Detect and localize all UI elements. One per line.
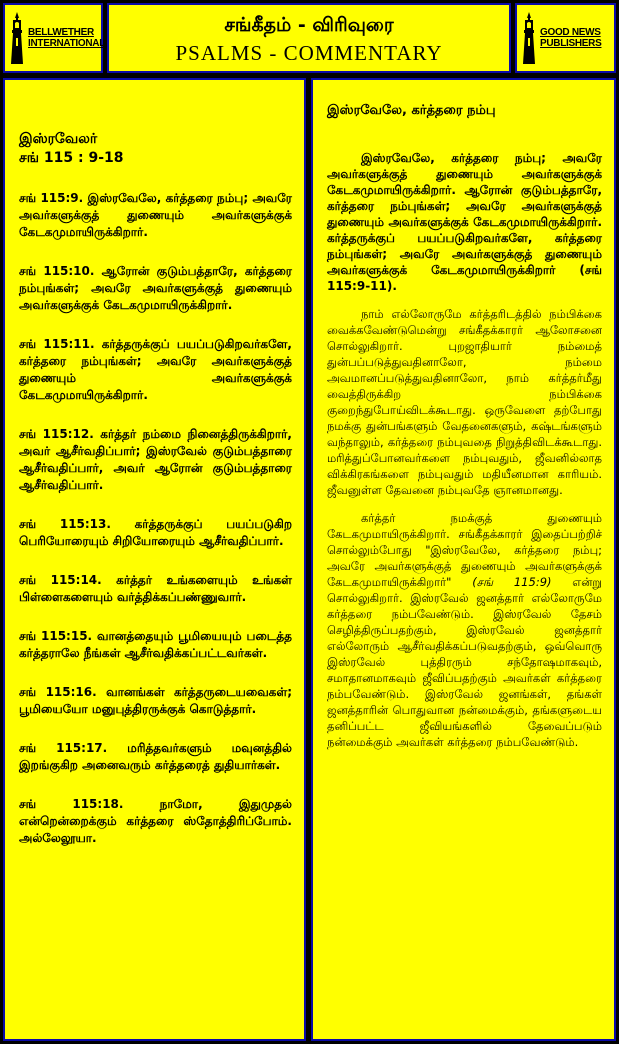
- commentary-paragraph-2: [327, 510, 602, 750]
- verse-paragraph: சங் 115:18. நாமோ, இதுமுதல் என்றென்றைக்கும் கர்த்தரை ஸ்தோத்திரிப்போம். அல்லேலூயா.: [19, 797, 292, 845]
- verse-paragraph: சங் 115:13. கர்த்தருக்குப் பயப்படுகிற பெரியோரையும் சிறியோரையும் ஆசீர்வதிப்பார்.: [19, 517, 292, 548]
- commentary-intro: இஸ்ரவேலே, கர்த்தரை நம்பு; அவரே அவர்களுக்குத் துணையும் அவர்களுக்குக் கேடகமுமாயிருக்கிறார். ஆரோன் குடும்பத்தாரே, கர்த்தரை நம்புங்கள்; அவரே அவர்களுக்குத் துணையும் அவர்களுக்குக் கேடகமுமாயிருக்கிறார். கர்த்தருக்குப் பயப்படுகிறவர்களே, கர்த்தரை நம்புங்கள்; அவரே அவர்களுக்குத் துணையும் அவர்களுக்குக் கேடகமுமாயிருக்கிறார் (சங் 115:9-11).: [327, 151, 602, 293]
- verse-paragraph: சங் 115:10. ஆரோன் குடும்பத்தாரே, கர்த்தரை நம்புங்கள்; அவரே அவர்களுக்குத் துணையும் அவர்களுக்குக் கேடகமுமாயிருக்கிறார்.: [19, 264, 292, 312]
- scripture-reference: (சங் 115:9): [472, 575, 552, 589]
- bell-tower-icon: [9, 12, 25, 64]
- verse-paragraph: சங் 115:16. வானங்கள் கர்த்தருடையவைகள்; பூமியையோ மனுபுத்திரருக்குக் கொடுத்தார்.: [19, 685, 292, 716]
- logo-left-line1: BELLWETHER: [28, 27, 94, 38]
- logo-bellwether: [3, 3, 106, 73]
- logo-right-line1: GOOD NEWS: [540, 27, 601, 38]
- header-title-tamil: சங்கீதம் - விரிவுரை: [224, 14, 394, 36]
- verses-column: [3, 78, 306, 1041]
- logo-left-line2: INTERNATIONAL: [28, 38, 106, 49]
- verse-paragraph: சங் 115:15. வானத்தையும் பூமியையும் படைத்த கர்த்தராலே நீங்கள் ஆசீர்வதிக்கப்பட்டவர்கள்.: [19, 629, 292, 660]
- verse-paragraph: சங் 115:17. மரித்தவர்களும் மவுனத்தில் இறங்குகிற அனைவரும் கர்த்தரைத் துதியார்கள்.: [19, 741, 292, 772]
- commentary-column: [311, 78, 616, 1041]
- commentary-text: என்று சொல்லுகிறார். இஸ்ரவேல் ஜனத்தார் எல்லோருமே கர்த்தரை நம்பவேண்டும். இஸ்ரவேல் தேசம் செழித்திருப்பதற்கும், இஸ்ரவேல் ஜனத்தார் எல்லோரும் ஆசீர்வதிக்கப்படுவதற்கும், ஒவ்வொரு இஸ்ரவேல் புத்திரரும் சந்தோஷமாகவும், சமாதானமாகவும் ஜீவிப்பதற்கும் அவர்கள் கர்த்தரை நம்பவேண்டும். இஸ்ரவேல் ஜனங்கள், தங்கள் ஜனத்தாரின் பொதுவான நன்மைக்கும், தங்களுடைய தனிப்பட்ட ஜீவியங்களில் தேவைப்படும் நன்மைக்கும் அவர்கள் கர்த்தரை நம்பவேண்டும்.: [327, 575, 602, 749]
- bell-tower-icon: [521, 12, 537, 64]
- commentary-paragraph-1: நாம் எல்லோருமே கர்த்தரிடத்தில் நம்பிக்கை வைக்கவேண்டுமென்று சங்கீதக்காரர் ஆலோசனை சொல்லுகிறார். புறஜாதியார் நம்மைத் துன்பப்படுத்துவதினாலோ, நம்மை அவமானப்படுத்துவதினாலோ, நாம் கர்த்தர்மீது வைத்திருக்கிற நம்பிக்கை குறைந்துபோய்விடக்கூடாது. ஒருவேளை தற்போது நமக்கு துன்பங்களும் வேதனைகளும், கஷ்டங்களும் வந்தாலும், கர்த்தரை நம்புவதை நிறுத்திவிடக்கூடாது. மரித்துப்போனவர்களை நம்புவதும், ஜீவனில்லாத விக்கிரகங்களை நம்புவதும் மதியீனமான காரியம். ஜீவனுள்ள தேவனை நம்புவதே ஞானமானது.: [327, 307, 602, 497]
- header-title-english: PSALMS - COMMENTARY: [175, 41, 443, 65]
- left-heading: இஸ்ரவேலர்: [19, 131, 98, 147]
- verse-paragraph: சங் 115:11. கர்த்தருக்குப் பயப்படுகிறவர்களே, கர்த்தரை நம்புங்கள்; அவரே அவர்களுக்குத் துணையும் அவர்களுக்குக் கேடகமுமாயிருக்கிறார்.: [19, 337, 292, 402]
- logo-good-news: [515, 3, 616, 73]
- commentary-heading: இஸ்ரவேலே, கர்த்தரை நம்பு: [327, 103, 496, 118]
- left-reference: சங் 115 : 9-18: [19, 150, 124, 166]
- verse-paragraph: சங் 115:12. கர்த்தர் நம்மை நினைத்திருக்கிறார், அவர் ஆசீர்வதிப்பார்; இஸ்ரவேல் குடும்பத்தாரை ஆசீர்வதிப்பார், அவர் ஆரோன் குடும்பத்தாரை ஆசீர்வதிப்பார்.: [19, 427, 292, 492]
- logo-right-line2: PUBLISHERS: [540, 38, 602, 49]
- commentary-text: கர்த்தர் நமக்குத் துணையும் கேடகமுமாயிருக்கிறார். சங்கீதக்காரர் இதைப்பற்றிச் சொல்லும்போது "இஸ்ரவேலே, கர்த்தரை நம்பு; அவரே அவர்களுக்குத் துணையும் அவர்களுக்குக் கேடகமுமாயிருக்கிறார்": [327, 511, 602, 589]
- header-title-box: [107, 3, 511, 73]
- verse-paragraph: சங் 115:14. கர்த்தர் உங்களையும் உங்கள் பிள்ளைகளையும் வர்த்திக்கப்பண்ணுவார்.: [19, 573, 292, 604]
- verse-paragraph: சங் 115:9. இஸ்ரவேலே, கர்த்தரை நம்பு; அவரே அவர்களுக்குத் துணையும் அவர்களுக்குக் கேடகமுமாயிருக்கிறார்.: [19, 191, 292, 239]
